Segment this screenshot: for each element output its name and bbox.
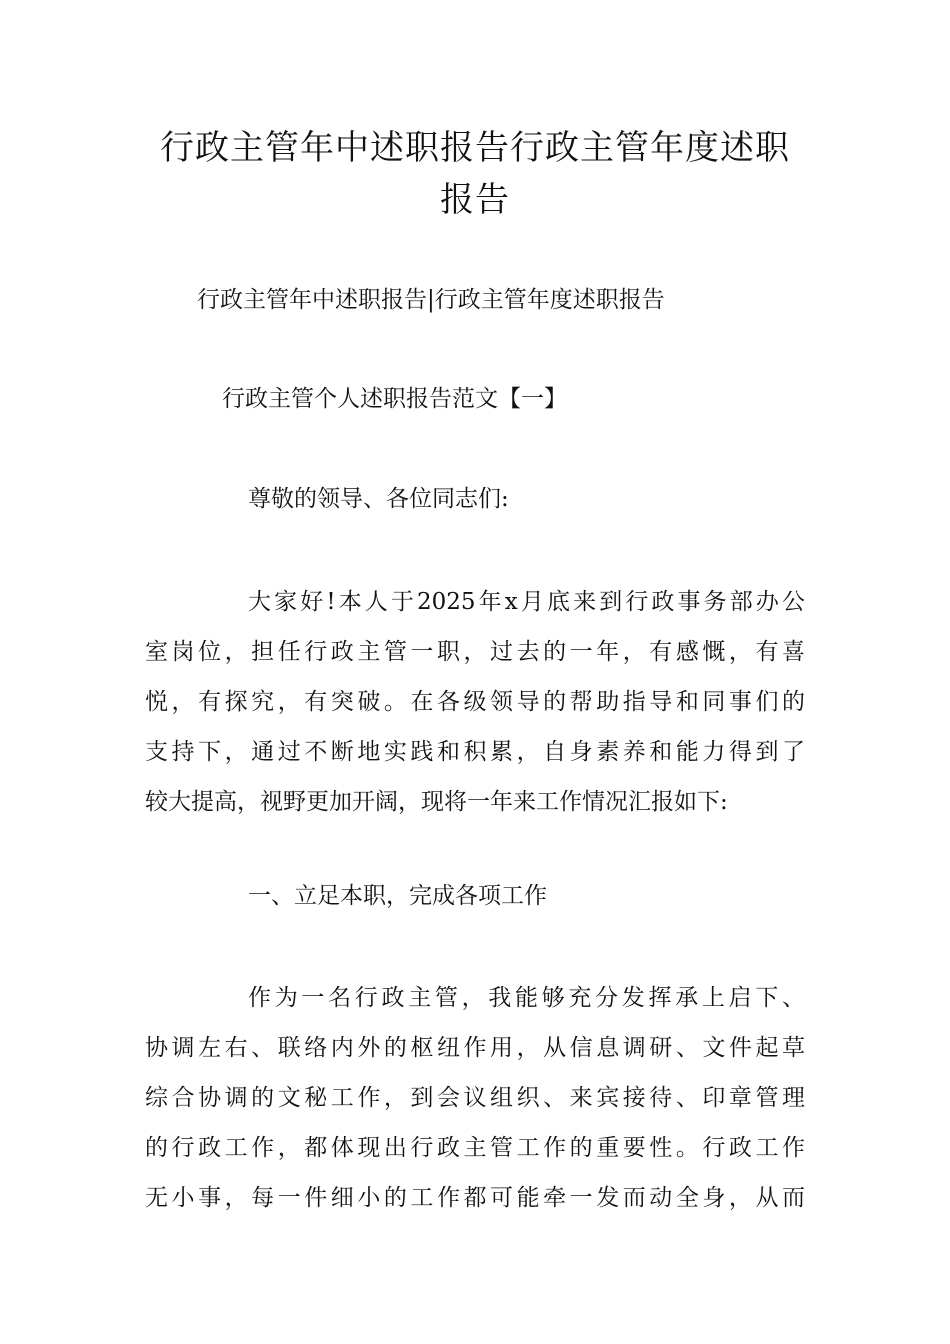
paragraph-line: 综合协调的文秘工作，到会议组织、来宾接待、印章管理 bbox=[145, 1085, 805, 1111]
paragraph-duties bbox=[145, 973, 805, 1223]
paragraph-intro bbox=[145, 577, 805, 827]
paragraph-line: 无小事，每一件细小的工作都可能牵一发而动全身，从而 bbox=[145, 1185, 805, 1211]
paragraph-line: 室岗位，担任行政主管一职，过去的一年，有感慨，有喜 bbox=[145, 639, 805, 665]
section-heading: 行政主管个人述职报告范文【一】 bbox=[222, 386, 567, 412]
document-title bbox=[140, 122, 810, 226]
paragraph-line: 悦，有探究，有突破。在各级领导的帮助指导和同事们的 bbox=[145, 689, 805, 715]
paragraph-line: 作为一名行政主管，我能够充分发挥承上启下、 bbox=[248, 985, 805, 1011]
paragraph-line: 的行政工作，都体现出行政主管工作的重要性。行政工作 bbox=[145, 1135, 805, 1161]
point-one-heading: 一、立足本职，完成各项工作 bbox=[248, 883, 547, 909]
paragraph-line: 大家好!本人于2025年x月底来到行政事务部办公 bbox=[248, 589, 805, 615]
title-line-2: 报告 bbox=[440, 180, 510, 220]
document-subtitle: 行政主管年中述职报告|行政主管年度述职报告 bbox=[197, 287, 665, 313]
paragraph-line: 较大提高，视野更加开阔，现将一年来工作情况汇报如下: bbox=[145, 789, 728, 815]
title-line-1: 行政主管年中述职报告行政主管年度述职 bbox=[160, 128, 790, 168]
paragraph-line: 协调左右、联络内外的枢纽作用，从信息调研、文件起草 bbox=[145, 1035, 805, 1061]
paragraph-line: 支持下，通过不断地实践和积累，自身素养和能力得到了 bbox=[145, 739, 805, 765]
salutation: 尊敬的领导、各位同志们: bbox=[248, 486, 509, 512]
